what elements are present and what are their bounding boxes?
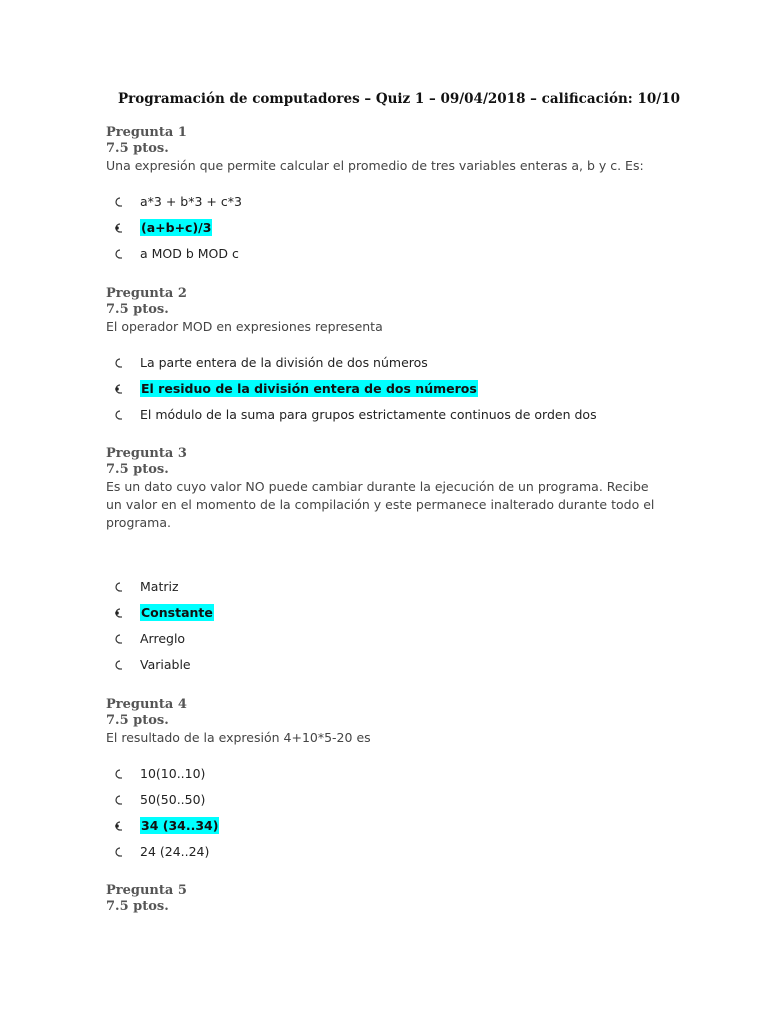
radio-unchecked-icon[interactable]	[112, 768, 122, 778]
option-label: 10(10..10)	[140, 766, 206, 781]
option-selected[interactable]	[106, 813, 666, 839]
option-label: a MOD b MOD c	[140, 246, 239, 261]
radio-unchecked-icon[interactable]	[112, 196, 122, 206]
option[interactable]	[106, 402, 666, 428]
radio-unchecked-icon[interactable]	[112, 248, 122, 258]
options-list	[106, 189, 666, 267]
option-label: El módulo de la suma para grupos estrictamente continuos de orden dos	[140, 407, 597, 422]
option[interactable]	[106, 189, 666, 215]
question-1	[106, 124, 666, 267]
option-label: 50(50..50)	[140, 792, 206, 807]
option[interactable]	[106, 787, 666, 813]
option[interactable]	[106, 652, 666, 678]
option-selected[interactable]	[106, 600, 666, 626]
radio-unchecked-icon[interactable]	[112, 794, 122, 804]
options-list	[106, 761, 666, 865]
radio-unchecked-icon[interactable]	[112, 633, 122, 643]
question-points: 7.5 ptos.	[106, 302, 169, 317]
option[interactable]	[106, 241, 666, 267]
question-5	[106, 882, 666, 915]
option-label: a*3 + b*3 + c*3	[140, 194, 242, 209]
option[interactable]	[106, 761, 666, 787]
question-3	[106, 445, 666, 678]
option[interactable]	[106, 574, 666, 600]
question-text: Es un dato cuyo valor NO puede cambiar durante la ejecución de un programa. Recibe un valor en el momento de la compilación y este permanece inalterado durante todo el programa.	[106, 479, 655, 530]
radio-checked-icon[interactable]	[112, 383, 122, 393]
option-label: La parte entera de la división de dos números	[140, 355, 428, 370]
option-label: (a+b+c)/3	[141, 220, 212, 235]
question-points: 7.5 ptos.	[106, 713, 169, 728]
option-label: Variable	[140, 657, 191, 672]
question-points: 7.5 ptos.	[106, 899, 169, 914]
radio-unchecked-icon[interactable]	[112, 846, 122, 856]
radio-checked-icon[interactable]	[112, 222, 122, 232]
option-selected[interactable]	[106, 215, 666, 241]
option-label: Matriz	[140, 579, 179, 594]
option[interactable]	[106, 839, 666, 865]
question-points: 7.5 ptos.	[106, 141, 169, 156]
option-label: Constante	[141, 605, 213, 620]
radio-unchecked-icon[interactable]	[112, 659, 122, 669]
option[interactable]	[106, 350, 666, 376]
question-title: Pregunta 2	[106, 286, 187, 301]
question-4	[106, 696, 666, 865]
option-label: Arreglo	[140, 631, 186, 646]
question-text: El resultado de la expresión 4+10*5-20 es	[106, 730, 371, 745]
option-label: 34 (34..34)	[141, 818, 219, 833]
option-label: 24 (24..24)	[140, 844, 210, 859]
option-selected[interactable]	[106, 376, 666, 402]
options-list	[106, 574, 666, 678]
question-title: Pregunta 5	[106, 883, 187, 898]
question-points: 7.5 ptos.	[106, 462, 169, 477]
question-text: El operador MOD en expresiones representa	[106, 319, 383, 334]
question-title: Pregunta 1	[106, 125, 187, 140]
radio-checked-icon[interactable]	[112, 820, 122, 830]
question-title: Pregunta 3	[106, 446, 187, 461]
question-title: Pregunta 4	[106, 697, 187, 712]
option-label: El residuo de la división entera de dos números	[141, 381, 477, 396]
question-2	[106, 285, 666, 428]
page-title: Programación de computadores – Quiz 1 – 09/04/2018 – calificación: 10/10	[118, 91, 680, 107]
radio-checked-icon[interactable]	[112, 607, 122, 617]
radio-unchecked-icon[interactable]	[112, 581, 122, 591]
radio-unchecked-icon[interactable]	[112, 357, 122, 367]
options-list	[106, 350, 666, 428]
question-text: Una expresión que permite calcular el promedio de tres variables enteras a, b y c. Es:	[106, 158, 644, 173]
radio-unchecked-icon[interactable]	[112, 409, 122, 419]
option[interactable]	[106, 626, 666, 652]
